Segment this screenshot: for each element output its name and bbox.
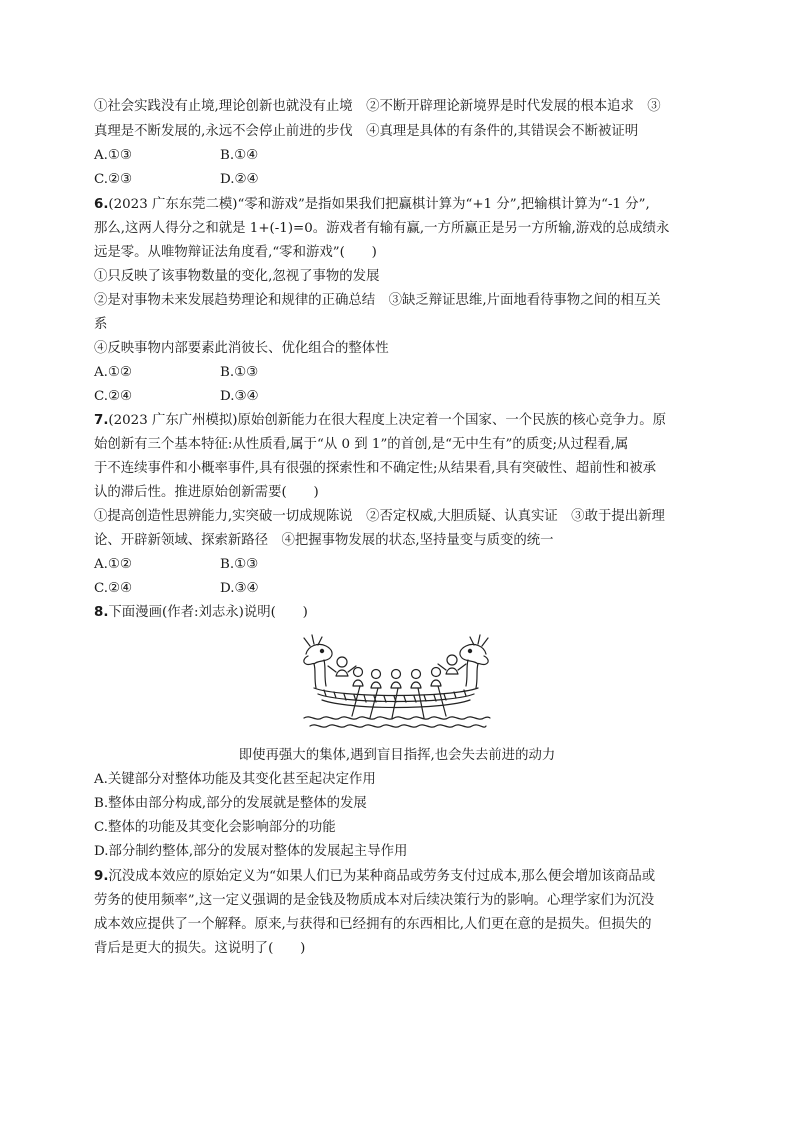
- q6-stem-line2: 那么,这两人得分之和就是 1+(-1)=0。游戏者有输有赢,一方所赢正是另一方所输,游戏的总成绩永: [94, 221, 670, 236]
- q6-statement3: ④反映事物内部要素此消彼长、优化组合的整体性: [94, 341, 389, 356]
- q7-stem-text1: (2023 广东广州模拟)原始创新能力在很大程度上决定着一个国家、一个民族的核心竞争力。原: [108, 413, 667, 428]
- rowers-icon: [328, 655, 466, 688]
- q7-option-b: B.①③: [220, 557, 259, 572]
- q7-stem-line1: [94, 410, 666, 432]
- q7-stem-line3: 于不连续事件和小概率事件,具有很强的探索性和不确定性;从结果看,具有突破性、超前性和被承: [94, 461, 657, 476]
- q9-stem-text1: 沉没成本效应的原始定义为“如果人们已为某种商品或劳务支付过成本,那么便会增加该商品或: [108, 869, 656, 884]
- q6-number: 6.: [94, 197, 109, 212]
- q5-statement-line2: 真理是不断发展的,永远不会停止前进的步伐 ④真理是具体的有条件的,其错误会不断被证明: [94, 124, 639, 139]
- q9-stem-line2: 劳务的使用频率”,这一定义强调的是金钱及物质成本对后续决策行为的影响。心理学家们为沉没: [94, 893, 655, 908]
- q5-option-d: D.②④: [220, 172, 259, 187]
- q6-statement2b: 系: [94, 317, 108, 332]
- q7-option-d: D.③④: [220, 581, 259, 596]
- q9-stem-line1: [94, 866, 655, 888]
- q6-statement1: ①只反映了该事物数量的变化,忽视了事物的发展: [94, 269, 380, 284]
- q9-stem-line3: 成本效应提供了一个解释。原来,与获得和已经拥有的东西相比,人们更在意的是损失。但损失的: [94, 917, 652, 932]
- q8-cartoon-caption: 即使再强大的集体,遇到盲目指挥,也会失去前进的动力: [238, 748, 556, 763]
- q6-option-d: D.③④: [220, 389, 259, 404]
- q8-option-b: B.整体由部分构成,部分的发展就是整体的发展: [94, 796, 367, 811]
- q5-option-c: C.②③: [94, 172, 133, 187]
- dragon-boat-cartoon: [300, 632, 492, 732]
- q8-option-a: A.关键部分对整体功能及其变化甚至起决定作用: [94, 772, 376, 787]
- q7-option-a: A.①②: [94, 557, 132, 572]
- q6-option-a: A.①②: [94, 365, 132, 380]
- q8-stem-line1: [94, 602, 308, 624]
- q5-option-b: B.①④: [220, 148, 259, 163]
- left-dragon-head-icon: [304, 635, 332, 688]
- q9-number: 9.: [94, 869, 109, 884]
- q6-option-c: C.②④: [94, 389, 133, 404]
- q6-statement2a: ②是对事物未来发展趋势理论和规律的正确总结 ③缺乏辩证思维,片面地看待事物之间的相互关: [94, 293, 661, 308]
- q7-statement1: ①提高创造性思辨能力,实突破一切成规陈说 ②否定权威,大胆质疑、认真实证 ③敢于提出新理: [94, 509, 665, 524]
- water-waves-icon: [304, 717, 490, 727]
- q6-stem-line3: 远是零。从唯物辩证法角度看,“零和游戏”( ): [94, 245, 377, 260]
- q5-statement-line1: ①社会实践没有止境,理论创新也就没有止境 ②不断开辟理论新境界是时代发展的根本追求 ③: [94, 99, 661, 114]
- right-dragon-head-icon: [460, 635, 488, 688]
- q7-statement2: 论、开辟新领域、探索新路径 ④把握事物发展的状态,坚持量变与质变的统一: [94, 533, 554, 548]
- q7-stem-line2: 始创新有三个基本特征:从性质看,属于“从 0 到 1”的首创,是“无中生有”的质变;从过程看,属: [94, 437, 629, 452]
- q8-number: 8.: [94, 605, 109, 620]
- q5-option-a: A.①③: [94, 148, 132, 163]
- q7-number: 7.: [94, 413, 109, 428]
- q8-stem-text1: 下面漫画(作者:刘志永)说明( ): [108, 605, 308, 620]
- q8-option-d: D.部分制约整体,部分的发展对整体的发展起主导作用: [94, 844, 408, 859]
- q7-stem-line4: 认的滞后性。推进原始创新需要( ): [94, 485, 319, 500]
- q7-option-c: C.②④: [94, 581, 133, 596]
- q8-option-c: C.整体的功能及其变化会影响部分的功能: [94, 820, 336, 835]
- q6-stem-line1: [94, 194, 650, 216]
- q9-stem-line4: 背后是更大的损失。这说明了( ): [94, 941, 306, 956]
- q6-option-b: B.①③: [220, 365, 259, 380]
- q6-stem-text1: (2023 广东东莞二模)“零和游戏”是指如果我们把赢棋计算为“+1 分”,把输棋计算为“-1 分”,: [108, 197, 650, 212]
